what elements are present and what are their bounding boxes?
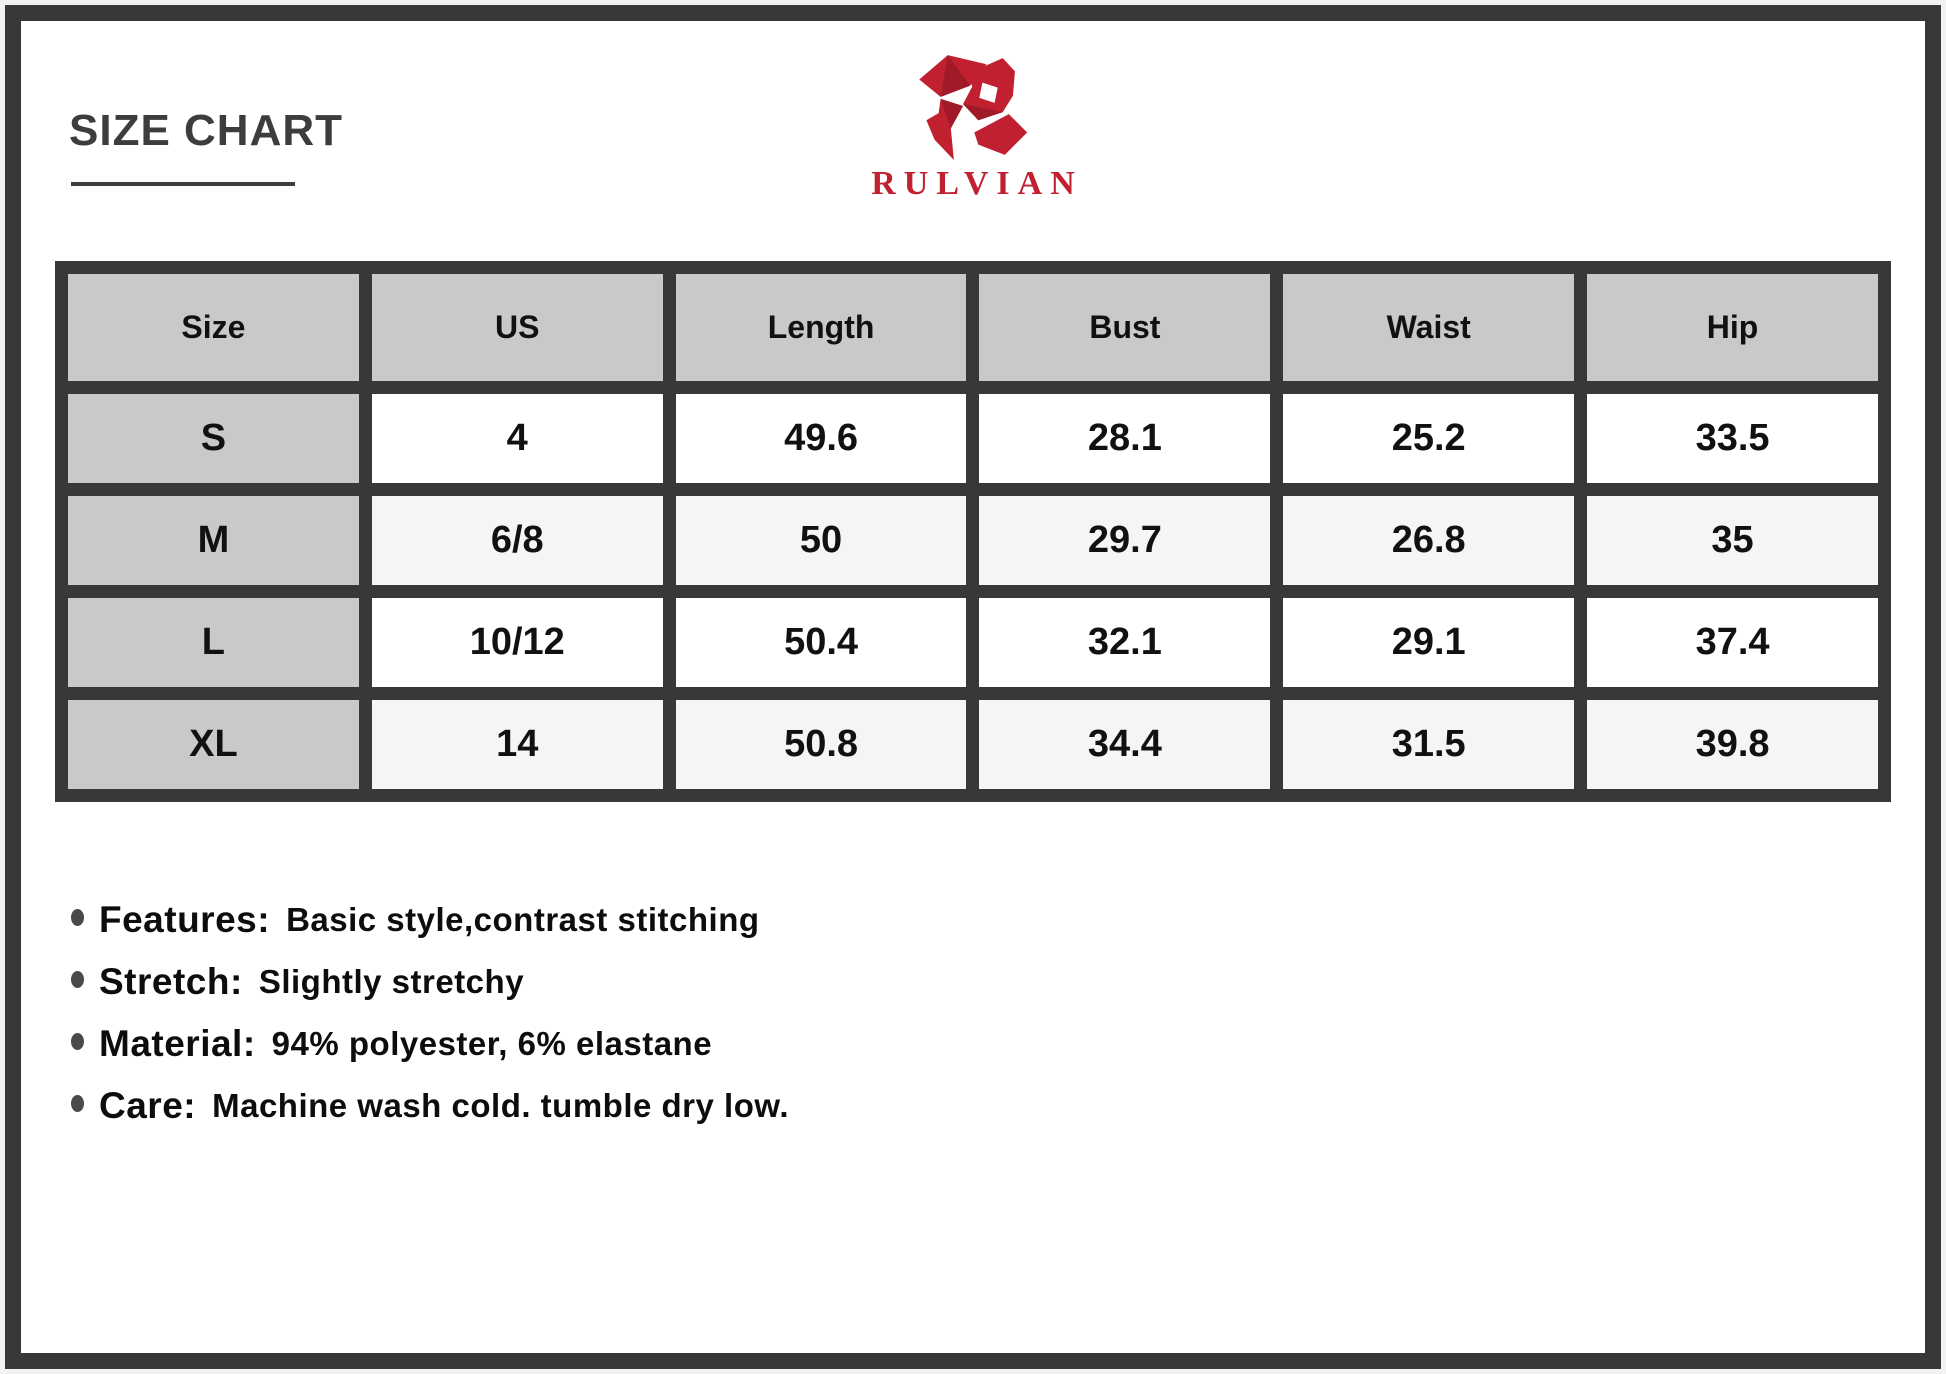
value-cell: 34.4 xyxy=(979,700,1270,789)
size-cell: L xyxy=(68,598,359,687)
title-block xyxy=(69,106,343,186)
size-table-wrap xyxy=(55,261,1891,802)
note-label: Features: xyxy=(99,899,271,940)
table-row-xl xyxy=(68,700,1878,789)
size-cell: S xyxy=(68,394,359,483)
note-label: Stretch: xyxy=(99,961,243,1002)
note-item xyxy=(71,899,789,941)
column-header-hip: Hip xyxy=(1587,274,1878,381)
table-row-m xyxy=(68,496,1878,585)
column-header-waist: Waist xyxy=(1283,274,1574,381)
value-cell: 29.7 xyxy=(979,496,1270,585)
brand-logo-icon xyxy=(915,51,1031,163)
title-underline xyxy=(71,182,295,186)
value-cell: 29.1 xyxy=(1283,598,1574,687)
value-cell: 4 xyxy=(372,394,663,483)
value-cell: 49.6 xyxy=(676,394,967,483)
value-cell: 50.4 xyxy=(676,598,967,687)
value-cell: 50 xyxy=(676,496,967,585)
note-item xyxy=(71,1023,789,1065)
note-value: 94% polyester, 6% elastane xyxy=(271,1025,713,1062)
note-value: Slightly stretchy xyxy=(258,963,525,1000)
table-header-row xyxy=(68,274,1878,381)
note-label: Material: xyxy=(99,1023,256,1064)
value-cell: 33.5 xyxy=(1587,394,1878,483)
size-cell: XL xyxy=(68,700,359,789)
column-header-us: US xyxy=(372,274,663,381)
size-table xyxy=(55,261,1891,802)
column-header-length: Length xyxy=(676,274,967,381)
note-label: Care: xyxy=(99,1085,197,1126)
table-row-l xyxy=(68,598,1878,687)
value-cell: 6/8 xyxy=(372,496,663,585)
page-title: SIZE CHART xyxy=(69,106,343,155)
value-cell: 26.8 xyxy=(1283,496,1574,585)
bullet-icon xyxy=(71,909,84,926)
size-cell: M xyxy=(68,496,359,585)
value-cell: 37.4 xyxy=(1587,598,1878,687)
value-cell: 28.1 xyxy=(979,394,1270,483)
column-header-size: Size xyxy=(68,274,359,381)
value-cell: 39.8 xyxy=(1587,700,1878,789)
table-row-s xyxy=(68,394,1878,483)
note-value: Machine wash cold. tumble dry low. xyxy=(212,1087,789,1124)
column-header-bust: Bust xyxy=(979,274,1270,381)
bullet-icon xyxy=(71,971,84,988)
brand-name: RULVIAN xyxy=(871,165,1083,202)
value-cell: 10/12 xyxy=(372,598,663,687)
bullet-icon xyxy=(71,1033,84,1050)
brand-block xyxy=(863,51,1083,203)
value-cell: 14 xyxy=(372,700,663,789)
value-cell: 31.5 xyxy=(1283,700,1574,789)
value-cell: 35 xyxy=(1587,496,1878,585)
page-frame xyxy=(5,5,1941,1369)
value-cell: 32.1 xyxy=(979,598,1270,687)
value-cell: 50.8 xyxy=(676,700,967,789)
note-item xyxy=(71,1085,789,1127)
value-cell: 25.2 xyxy=(1283,394,1574,483)
note-value: Basic style,contrast stitching xyxy=(286,901,760,938)
product-notes xyxy=(71,899,789,1147)
note-item xyxy=(71,961,789,1003)
bullet-icon xyxy=(71,1095,84,1112)
